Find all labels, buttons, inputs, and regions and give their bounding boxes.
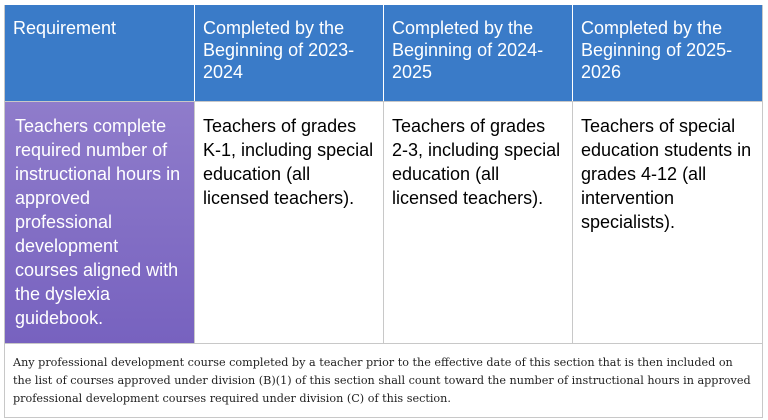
header-2023-2024: Completed by the Beginning of 2023-2024: [195, 5, 384, 101]
header-requirement: Requirement: [5, 5, 195, 101]
footnote-text: Any professional development course completed by a teacher prior to the effective date of this section that is then included on the list of courses approved under division (B)(1) of this section shall count toward the number of instructional hours in approved professional development courses required under division (C) of this section.: [13, 356, 751, 405]
header-2025-2026: Completed by the Beginning of 2025-2026: [581, 18, 733, 82]
header-2024-2025: Completed by the Beginning of 2024-2025: [384, 5, 573, 101]
requirement-cell: Teachers complete required number of instructional hours in approved professional development courses aligned with the dyslexia guidebook.: [5, 102, 195, 343]
table-row: [5, 101, 762, 343]
cell-2025-2026: Teachers of special education students in grades 4-12 (all intervention specialists).: [581, 116, 752, 232]
cell-2024-2025: Teachers of grades 2-3, including special education (all licensed teachers).: [384, 102, 573, 343]
requirements-table: [4, 5, 763, 418]
note-row: [5, 343, 762, 417]
cell-2023-2024: Teachers of grades K-1, including special education (all licensed teachers).: [195, 102, 384, 343]
table-header-row: [5, 5, 762, 101]
